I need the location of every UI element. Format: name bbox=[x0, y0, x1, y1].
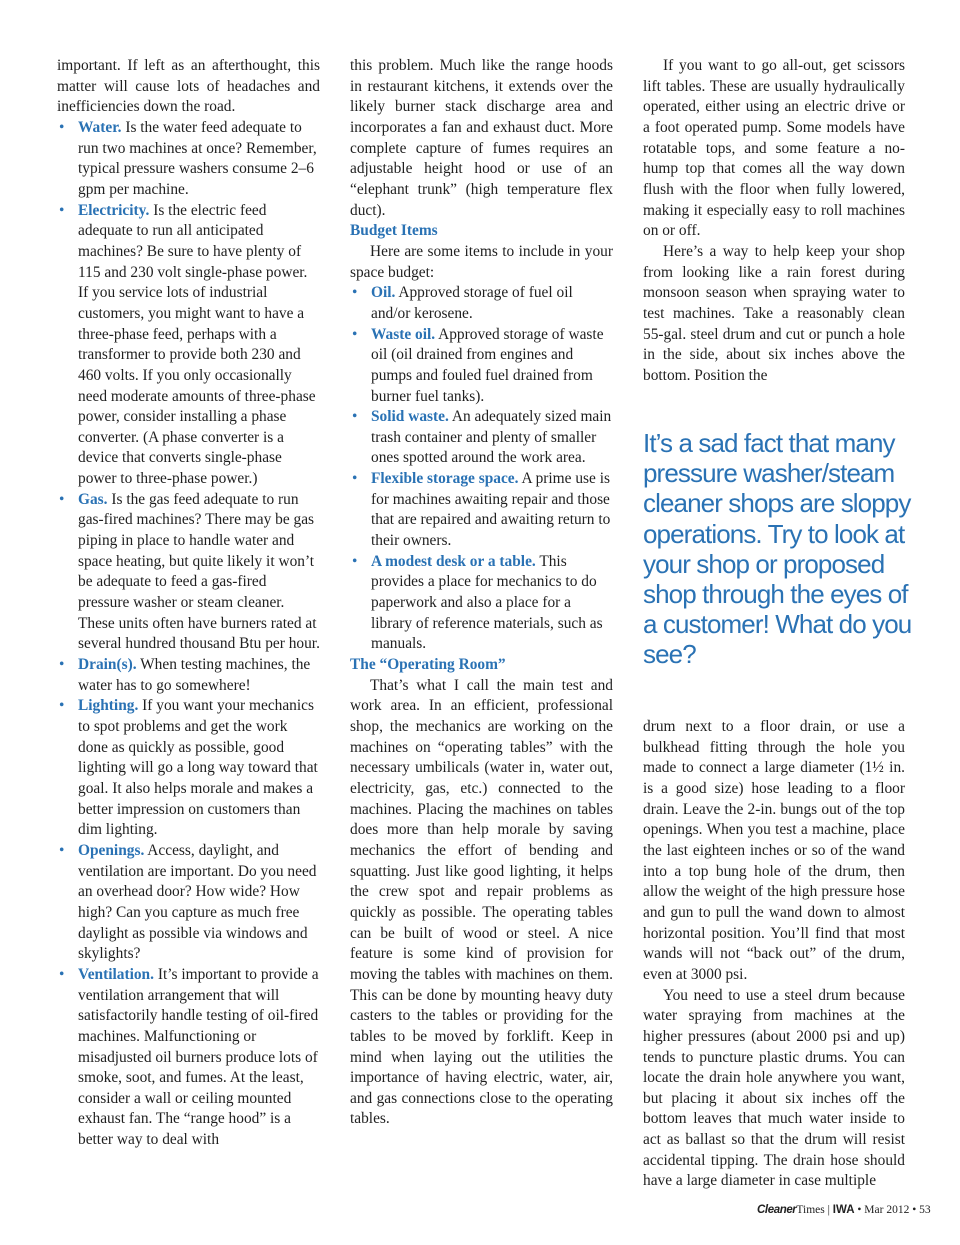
footer-separator: | bbox=[824, 1204, 833, 1216]
item-lead: Electricity. bbox=[78, 201, 150, 219]
item-lead: Waste oil. bbox=[371, 325, 436, 343]
operating-room-heading: The “Operating Room” bbox=[350, 656, 506, 674]
item-text: This provides a place for mechanics to do paperwork and also a place for a library of reference materials, such as manuals. bbox=[371, 552, 603, 653]
list-item bbox=[57, 696, 320, 841]
col3-paragraph-2: Here’s a way to help keep your shop from looking like a rain forest during monsoon season when spraying water to test machines. Take a reasonably clean 55-gal. steel drum and cut or punch a hole in the side, about six inches above the bottom. Position the bbox=[643, 242, 905, 384]
column-2 bbox=[350, 56, 613, 1130]
pull-quote: It’s a sad fact that many pressure washer/steam cleaner shops are sloppy operations. Try to look at your shop or proposed shop through the eyes of a customer! What do you see? bbox=[643, 428, 912, 670]
col2-intro: this problem. Much like the range hoods in restaurant kitchens, it extends over the likely burner stack discharge area and incorporates a fan and exhaust duct. More complete capture of fumes requires an adjustable height hood or use of an “elephant trunk” (high temperature flex duct). bbox=[350, 57, 613, 219]
item-lead: Lighting. bbox=[78, 697, 139, 715]
item-text: Approved storage of fuel oil and/or kerosene. bbox=[371, 284, 573, 322]
page-footer bbox=[757, 1204, 931, 1216]
list-item bbox=[57, 490, 320, 655]
item-lead: Water. bbox=[78, 118, 122, 136]
list-item bbox=[57, 118, 320, 201]
brand-times: Times bbox=[796, 1204, 825, 1216]
item-lead: A modest desk or a table. bbox=[371, 552, 536, 570]
budget-list bbox=[350, 283, 613, 655]
item-lead: Openings. bbox=[78, 841, 145, 859]
list-item bbox=[350, 552, 613, 655]
list-item bbox=[57, 965, 320, 1151]
item-text: Is the water feed adequate to run two machines at once? Remember, typical pressure washers consume 2–6 gpm per machine. bbox=[78, 118, 317, 198]
list-item bbox=[57, 841, 320, 965]
item-lead: Drain(s). bbox=[78, 656, 137, 674]
page-number: 53 bbox=[919, 1204, 931, 1216]
issue-date: • Mar 2012 • bbox=[854, 1204, 920, 1216]
brand-iwa: IWA bbox=[832, 1204, 855, 1216]
list-item bbox=[57, 655, 320, 696]
item-lead: Solid waste. bbox=[371, 408, 449, 426]
list-item bbox=[350, 407, 613, 469]
col1-intro: important. If left as an afterthought, this matter will cause lots of headaches and inefficiencies down the road. bbox=[57, 57, 320, 116]
list-item bbox=[350, 469, 613, 552]
item-text: Access, daylight, and ventilation are important. Do you need an overhead door? How wide? How high? Can you capture as much free daylight as possible via windows and skylights? bbox=[78, 841, 317, 963]
column-1 bbox=[57, 56, 320, 1151]
budget-heading: Budget Items bbox=[350, 222, 438, 240]
item-lead: Flexible storage space. bbox=[371, 470, 519, 488]
item-text: Is the electric feed adequate to run all anticipated machines? Be sure to have plenty of 115 and 230 volt single-phase power. If you service lots of industrial customers, you might want to have a three-phase feed, perhaps with a transformer to provide both 230 and 460 volts. If you only occasionally need moderate amounts of three-phase power, consider installing a phase converter. (A phase converter is a device that converts single-phase power to three-phase power.) bbox=[78, 201, 316, 488]
brand-cleaner: Cleaner bbox=[757, 1204, 797, 1216]
item-text: It’s important to provide a ventilation arrangement that will satisfactorily handle testing of oil-fired machines. Malfunctioning or misadjusted oil burners produce lots of smoke, soot, and fumes. At the least, consider a wall or ceiling mounted exhaust fan. The “range hood” is a better way to deal with bbox=[78, 965, 319, 1149]
budget-intro: Here are some items to include in your space budget: bbox=[350, 242, 613, 281]
list-item bbox=[350, 283, 613, 324]
item-text: If you want your mechanics to spot problems and get the work done as quickly as possible, good lighting will go a long way toward that goal. It also helps morale and makes a better impression on customers than dim lighting. bbox=[78, 697, 318, 839]
list-item bbox=[57, 201, 320, 490]
list-item bbox=[350, 325, 613, 408]
item-text: An adequately sized main trash container and plenty of smaller ones spotted around the work area. bbox=[371, 408, 612, 467]
col3-paragraph-4: You need to use a steel drum because water spraying from machines at the higher pressures (about 2000 psi and up) tends to puncture plastic drums. You can locate the drain hole anywhere you want, but placing it about six inches off the bottom leaves that much water inside to act as ballast so that the drum will resist accidental tipping. The drain hose should have a large diameter in case multiple bbox=[643, 986, 905, 1190]
column-3-bottom bbox=[643, 717, 905, 1192]
item-text: Is the gas feed adequate to run gas-fired machines? There may be gas piping in place to handle water and space heating, but quite likely it won’t be adequate to feed a gas-fired pressure washer or steam cleaner. These units often have burners rated at several hundred thousand Btu per hour. bbox=[78, 490, 320, 653]
column-3-top bbox=[643, 56, 905, 387]
operating-room-text: That’s what I call the main test and work area. In an efficient, professional shop, the mechanics are working on the machines on “operating tables” with the necessary umbilicals (water in, water out, electricity, gas, etc.) connected to the machines. Placing the machines on tables does more than help morale by saving mechanics the effort of bending and squatting. Just like good lighting, it helps the crew spot and repair problems as quickly as possible. The operating tables can be built of wood or steel. A nice feature is some kind of provision for moving the tables with machines on them. This can be done by mounting heavy duty casters to the tables or providing for the tables to be moved by forklift. Keep in mind when laying out the utilities the importance of having electric, water, air, and gas connections close to the operating tables. bbox=[350, 676, 613, 1128]
item-lead: Ventilation. bbox=[78, 965, 154, 983]
col3-paragraph-3: drum next to a floor drain, or use a bulkhead fitting through the hole you made to connect a large diameter (1½ in. is a good size) hose leading to a floor drain. Leave the 2-in. bungs out of the top openings. When you test a machine, place the last eighteen inches or so of the wand into a top bung hole of the drum, then allow the weight of the high pressure hose and gun to pull the wand down to almost horizontal position. You’ll find that most wands will not “back out” of the drum, even at 3000 psi. bbox=[643, 718, 905, 983]
item-lead: Gas. bbox=[78, 490, 108, 508]
col3-paragraph-1: If you want to go all-out, get scissors lift tables. These are usually hydraulically operated, either using an electric drive or a foot operated pump. Some models have rotatable tops, and some feature a no-hump top that comes all the way down flush with the floor when fully lowered, making it especially easy to roll machines on or off. bbox=[643, 57, 905, 240]
item-text: A prime use is for machines awaiting repair and those that are repaired and awaiting return to their owners. bbox=[371, 470, 611, 550]
utilities-list bbox=[57, 118, 320, 1151]
item-text: Approved storage of waste oil (oil drained from engines and pumps and fouled fuel drained from burner fuel tanks). bbox=[371, 325, 604, 405]
item-text: When testing machines, the water has to go somewhere! bbox=[78, 656, 311, 694]
item-lead: Oil. bbox=[371, 284, 396, 302]
